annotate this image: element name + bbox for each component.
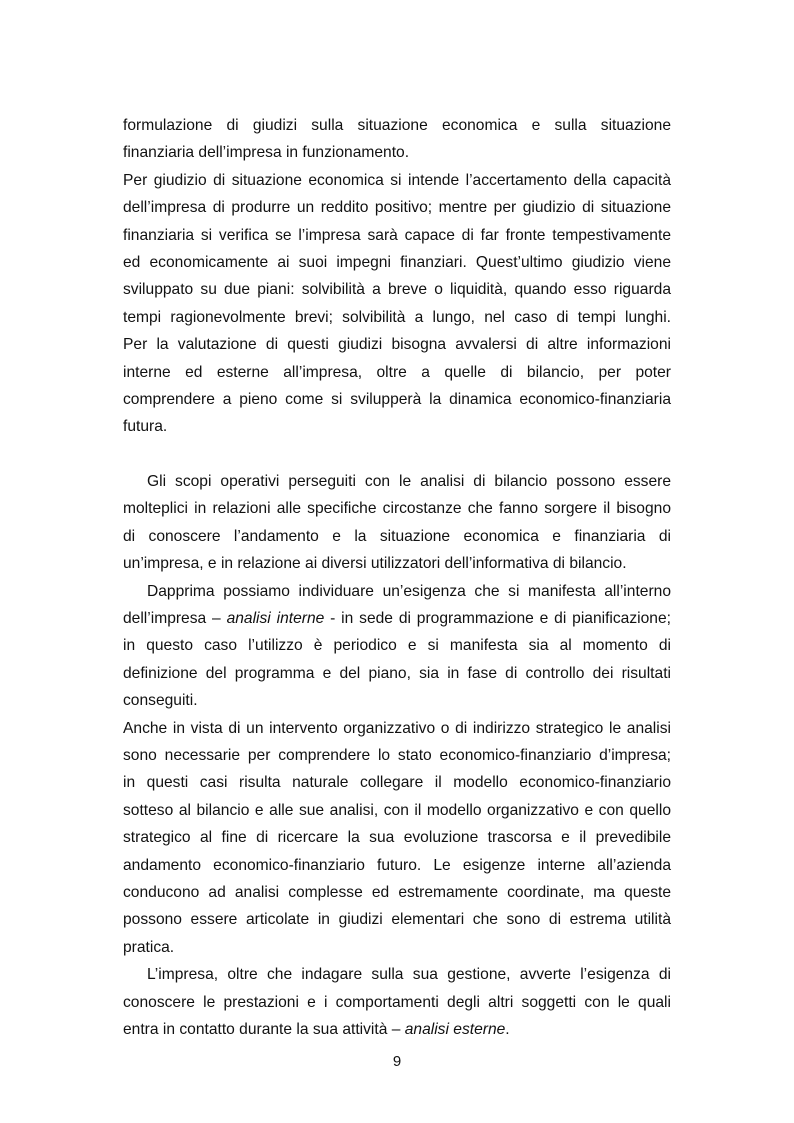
text-line: Gli scopi operativi perseguiti con le analisi di bilancio possono essere [147,473,671,491]
text-line: conseguiti. [123,692,198,710]
text-line: finanziaria si verifica se l’impresa sarà capace di far fronte tempestivamente [123,226,671,244]
text-line: Dapprima possiamo individuare un’esigenza che si manifesta all’interno [147,582,671,600]
text-line: in questi casi risulta naturale collegare il modello economico-finanziario [123,774,671,792]
text-line: sotteso al bilancio e alle sue analisi, con il modello organizzativo e con quello [123,801,671,819]
text-line: comprendere a pieno come si svilupperà la dinamica economico-finanziaria [123,390,671,408]
text-line: Per la valutazione di questi giudizi bisogna avvalersi di altre informazioni [123,336,671,354]
text-line: andamento economico-finanziario futuro. Le esigenze interne all’azienda [123,856,671,874]
text-line: molteplici in relazioni alle specifiche circostanze che fanno sorgere il bisogno [123,500,671,518]
text-line: interne ed esterne all’impresa, oltre a quelle di bilancio, per poter [123,363,671,381]
text-line: di conoscere l’andamento e la situazione economica e finanziaria di [123,527,671,545]
paragraph [123,961,671,1043]
paragraph [123,468,671,578]
text-line [123,605,671,632]
text-line: possono essere articolate in giudizi elementari che sono di estrema utilità [123,911,671,929]
text-line: ed economicamente ai suoi impegni finanziari. Quest’ultimo giudizio viene [123,253,671,271]
text-line [123,1016,671,1043]
page-number: 9 [392,1053,402,1070]
text-line: formulazione di giudizi sulla situazione economica e sulla situazione [123,117,671,134]
text-line: L’impresa, oltre che indagare sulla sua gestione, avverte l’esigenza di [147,966,671,984]
text-run: dell’impresa – [123,610,227,628]
paragraph [123,112,671,167]
text-line: dell’impresa di produrre un reddito positivo; mentre per giudizio di situazione [123,199,671,217]
text-line: strategico al fine di ricercare la sua evoluzione trascorsa e il prevedibile [123,829,671,847]
document-body [123,112,671,1043]
text-line: conoscere le prestazioni e i comportamenti degli altri soggetti con le quali [123,993,671,1011]
paragraph [123,578,671,715]
text-run: entra in contatto durante la sua attività – [123,1020,405,1038]
text-line: sono necessarie per comprendere lo stato economico-finanziario d’impresa; [123,746,671,764]
text-line: tempi ragionevolmente brevi; solvibilità a lungo, nel caso di tempi lunghi. [123,308,671,326]
text-line: pratica. [123,938,175,956]
text-line: Anche in vista di un intervento organizzativo o di indirizzo strategico le analisi [123,719,671,737]
paragraph [123,167,671,441]
text-run: . [505,1020,510,1038]
paragraph [123,715,671,962]
text-line: Per giudizio di situazione economica si intende l’accertamento della capacità [123,171,671,189]
text-line: sviluppato su due piani: solvibilità a breve o liquidità, quando esso riguarda [123,281,671,299]
italic-term: analisi esterne [404,1020,506,1038]
text-line: definizione del programma e del piano, sia in fase di controllo dei risultati [123,664,671,682]
text-line: futura. [123,418,168,436]
paragraph-spacer [123,441,671,468]
text-line: finanziaria dell’impresa in funzionamento. [123,144,410,162]
text-line: conducono ad analisi complesse ed estremamente coordinate, ma queste [123,883,671,901]
text-line: un’impresa, e in relazione ai diversi utilizzatori dell’informativa di bilancio. [123,555,627,573]
text-run: - in sede di programmazione e di pianificazione; [324,610,671,628]
text-line: in questo caso l’utilizzo è periodico e si manifesta sia al momento di [123,637,671,655]
italic-term: analisi interne [226,610,325,628]
